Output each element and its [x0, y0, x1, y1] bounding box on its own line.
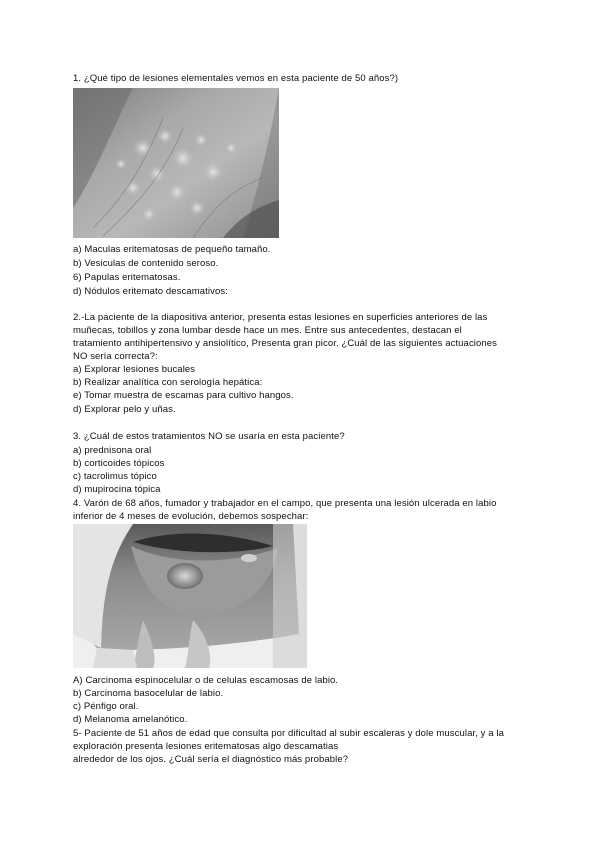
q2-option-c: e) Tomar muestra de escamas para cultivo hangos. [73, 390, 294, 401]
q4-line-2: inferior de 4 meses de evolución, debemos sospechar: [73, 511, 309, 522]
q2-option-a: a) Explorar lesiones bucales [73, 364, 196, 375]
question-1-title: 1. ¿Qué tipo de lesiones elementales vemos en esta paciente de 50 años?) [73, 73, 399, 84]
q1-option-b: b) Vesiculas de contenido seroso. [73, 258, 219, 269]
q2-line-3: tratamiento antihipertensivo y ansiolítico, Presenta gran picor. ¿Cuál de las siguientes actuaciones [73, 338, 498, 349]
q3-option-c: c) tacrolimus tópico [73, 471, 157, 482]
q4-line-1: 4. Varón de 68 años, fumador y trabajador en el campo, que presenta una lesión ulcerada en labio [73, 498, 497, 509]
q3-option-a: a) prednisona oral [73, 445, 152, 456]
lip-lesion-photo [73, 524, 307, 668]
q2-line-2: muñecas, tobillos y zona lumbar desde hace un mes. Entre sus antecedentes, destacan el [73, 325, 462, 336]
q4-option-d: d) Melanoma amelanótico. [73, 714, 188, 725]
q2-option-d: d) Explorar pelo y uñas. [73, 404, 176, 415]
q5-line-3: alrededor de los ojos. ¿Cuál sería el diagnóstico más probable? [73, 754, 349, 765]
q2-line-1: 2.-La paciente de la diapositiva anterior, presenta estas lesiones en superficies anteriores de las [73, 312, 488, 323]
q1-option-d: d) Nódulos eritemato descamativos: [73, 286, 228, 297]
q5-line-2: exploración presenta lesiones eritematosas algo descamatias [73, 741, 339, 752]
q2-option-b: b) Realizar analítica con serología hepática: [73, 377, 263, 388]
question-3-title: 3. ¿Cuál de estos tratamientos NO se usaría en esta paciente? [73, 431, 345, 442]
q5-line-1: 5- Paciente de 51 años de edad que consulta por dificultad al subir escaleras y dole muscular, y a la [73, 728, 504, 739]
q1-option-a: a) Maculas eritematosas de pequeño tamaño. [73, 244, 271, 255]
q3-option-b: b) corticoides tópicos [73, 458, 165, 469]
q4-option-c: c) Pénfigo oral. [73, 701, 139, 712]
q2-line-4: NO sería correcta?: [73, 351, 158, 362]
skin-lesion-photo [73, 88, 279, 238]
q3-option-d: d) mupirocina tópica [73, 484, 161, 495]
q1-option-c: 6) Papulas eritematosas. [73, 272, 181, 283]
q4-option-a: A) Carcinoma espinocelular o de celulas escamosas de labio. [73, 675, 339, 686]
q4-option-b: b) Carcinoma basocelular de labio. [73, 688, 224, 699]
